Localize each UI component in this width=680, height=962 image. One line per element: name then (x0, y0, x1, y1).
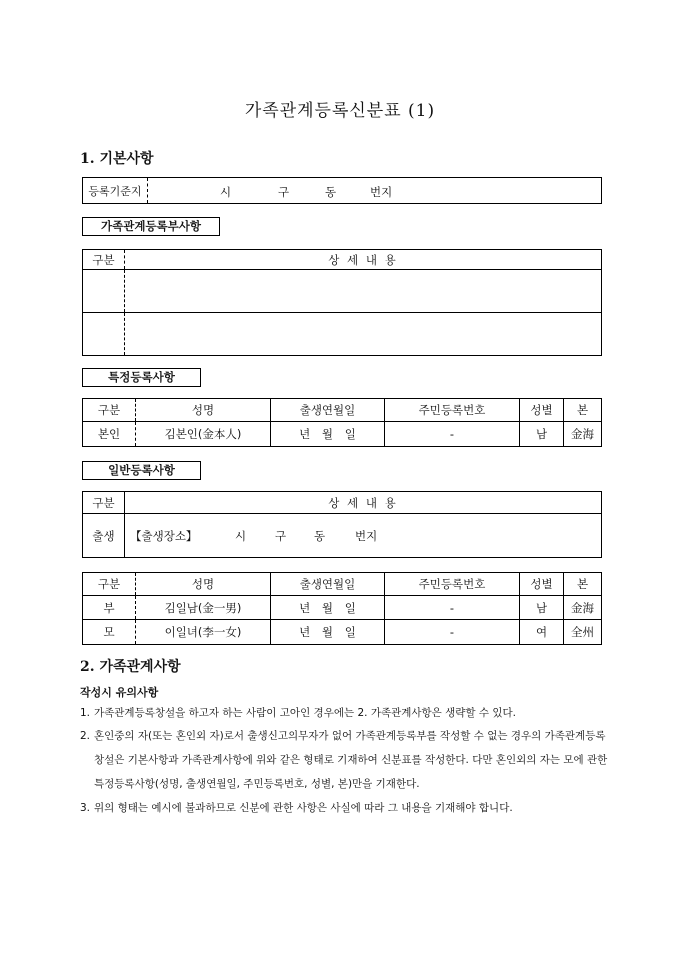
parents-header: 본 (564, 573, 602, 596)
special-header: 본 (564, 399, 602, 422)
special-tag: 특정등록사항 (82, 368, 201, 387)
base-address (148, 178, 602, 204)
special-bon: 金海 (564, 422, 602, 447)
attach-cell (125, 313, 602, 356)
base-si: 시 (220, 185, 232, 199)
special-rrn: - (385, 422, 520, 447)
section-family-heading: 2. 가족관계사항 (80, 659, 181, 675)
note-text: 위의 형태는 예시에 불과하므로 신분에 관한 사항은 사실에 따라 그 내용을 기재해야 합니다. (94, 802, 513, 814)
base-table (82, 177, 602, 204)
special-sex: 남 (520, 422, 564, 447)
base-dong: 동 (325, 185, 337, 199)
special-name: 김본인(金本人) (136, 422, 271, 447)
special-table (82, 398, 602, 447)
special-kind: 본인 (83, 422, 136, 447)
parents-header: 구분 (83, 573, 136, 596)
attach-cell (83, 270, 125, 313)
general-tag: 일반등록사항 (82, 461, 201, 480)
special-header: 주민등록번호 (385, 399, 520, 422)
note-item (80, 724, 610, 796)
birth-dong: 동 (314, 529, 326, 543)
parent-sex: 여 (520, 620, 564, 645)
notes-block (80, 682, 610, 819)
parents-header: 출생연월일 (271, 573, 385, 596)
general-col-kind: 구분 (83, 492, 125, 514)
table-row (83, 620, 602, 645)
general-birth-kind: 출생 (83, 514, 125, 558)
note-text: 가족관계등록창설을 하고자 하는 사람이 고아인 경우에는 2. 가족관계사항은 생략할 수 있다. (94, 707, 517, 719)
general-birth-detail (125, 514, 602, 558)
parent-sex: 남 (520, 596, 564, 620)
attach-table (82, 249, 602, 356)
note-text: 혼인중의 자(또는 혼인외 자)로서 출생신고의무자가 없어 가족관계등록부를 작성할 수 없는 경우의 가족관계등록창설은 기본사항과 가족관계사항에 위와 같은 형태로 기재하여 신분표를 작성한다. 다만 혼인외의 자는 모에 관한 특정등록사항(성명, 출생연월일, 주민등록번호, 성별, 본)만을 기재한다. (94, 730, 608, 790)
base-gu: 구 (278, 185, 290, 199)
general-col-detail: 상 세 내 용 (125, 492, 602, 514)
note-number: 3. (80, 802, 91, 814)
special-header: 출생연월일 (271, 399, 385, 422)
parents-table (82, 572, 602, 645)
note-number: 1. (80, 707, 91, 719)
parent-birth: 년 월 일 (271, 596, 385, 620)
document-title: 가족관계등록신분표 (1) (244, 101, 436, 121)
note-item (80, 798, 610, 819)
notes-heading: 작성시 유의사항 (80, 686, 159, 699)
birth-gu: 구 (275, 529, 287, 543)
special-header: 성명 (136, 399, 271, 422)
parents-header: 성별 (520, 573, 564, 596)
special-birth: 년 월 일 (271, 422, 385, 447)
parent-rrn: - (385, 620, 520, 645)
parents-header: 성명 (136, 573, 271, 596)
parent-kind: 모 (83, 620, 136, 645)
note-number: 2. (80, 730, 91, 742)
parents-header: 주민등록번호 (385, 573, 520, 596)
note-item (80, 703, 610, 724)
parent-rrn: - (385, 596, 520, 620)
base-label: 등록기준지 (83, 178, 148, 204)
birth-beonji: 번지 (355, 529, 378, 543)
special-header: 성별 (520, 399, 564, 422)
section-basic-heading: 1. 기본사항 (80, 151, 154, 167)
parent-name: 이일녀(李一女) (136, 620, 271, 645)
attach-cell (83, 313, 125, 356)
base-beonji: 번지 (370, 185, 393, 199)
parent-name: 김일남(金一男) (136, 596, 271, 620)
parent-kind: 부 (83, 596, 136, 620)
attach-tag: 가족관계등록부사항 (82, 217, 220, 236)
attach-col-detail: 상 세 내 용 (125, 250, 602, 270)
parent-bon: 金海 (564, 596, 602, 620)
attach-cell (125, 270, 602, 313)
birth-place-label: 【출생장소】 (130, 529, 198, 543)
parent-bon: 全州 (564, 620, 602, 645)
parent-birth: 년 월 일 (271, 620, 385, 645)
birth-si: 시 (235, 529, 247, 543)
special-header: 구분 (83, 399, 136, 422)
attach-col-kind: 구분 (83, 250, 125, 270)
general-table (82, 491, 602, 558)
table-row (83, 596, 602, 620)
